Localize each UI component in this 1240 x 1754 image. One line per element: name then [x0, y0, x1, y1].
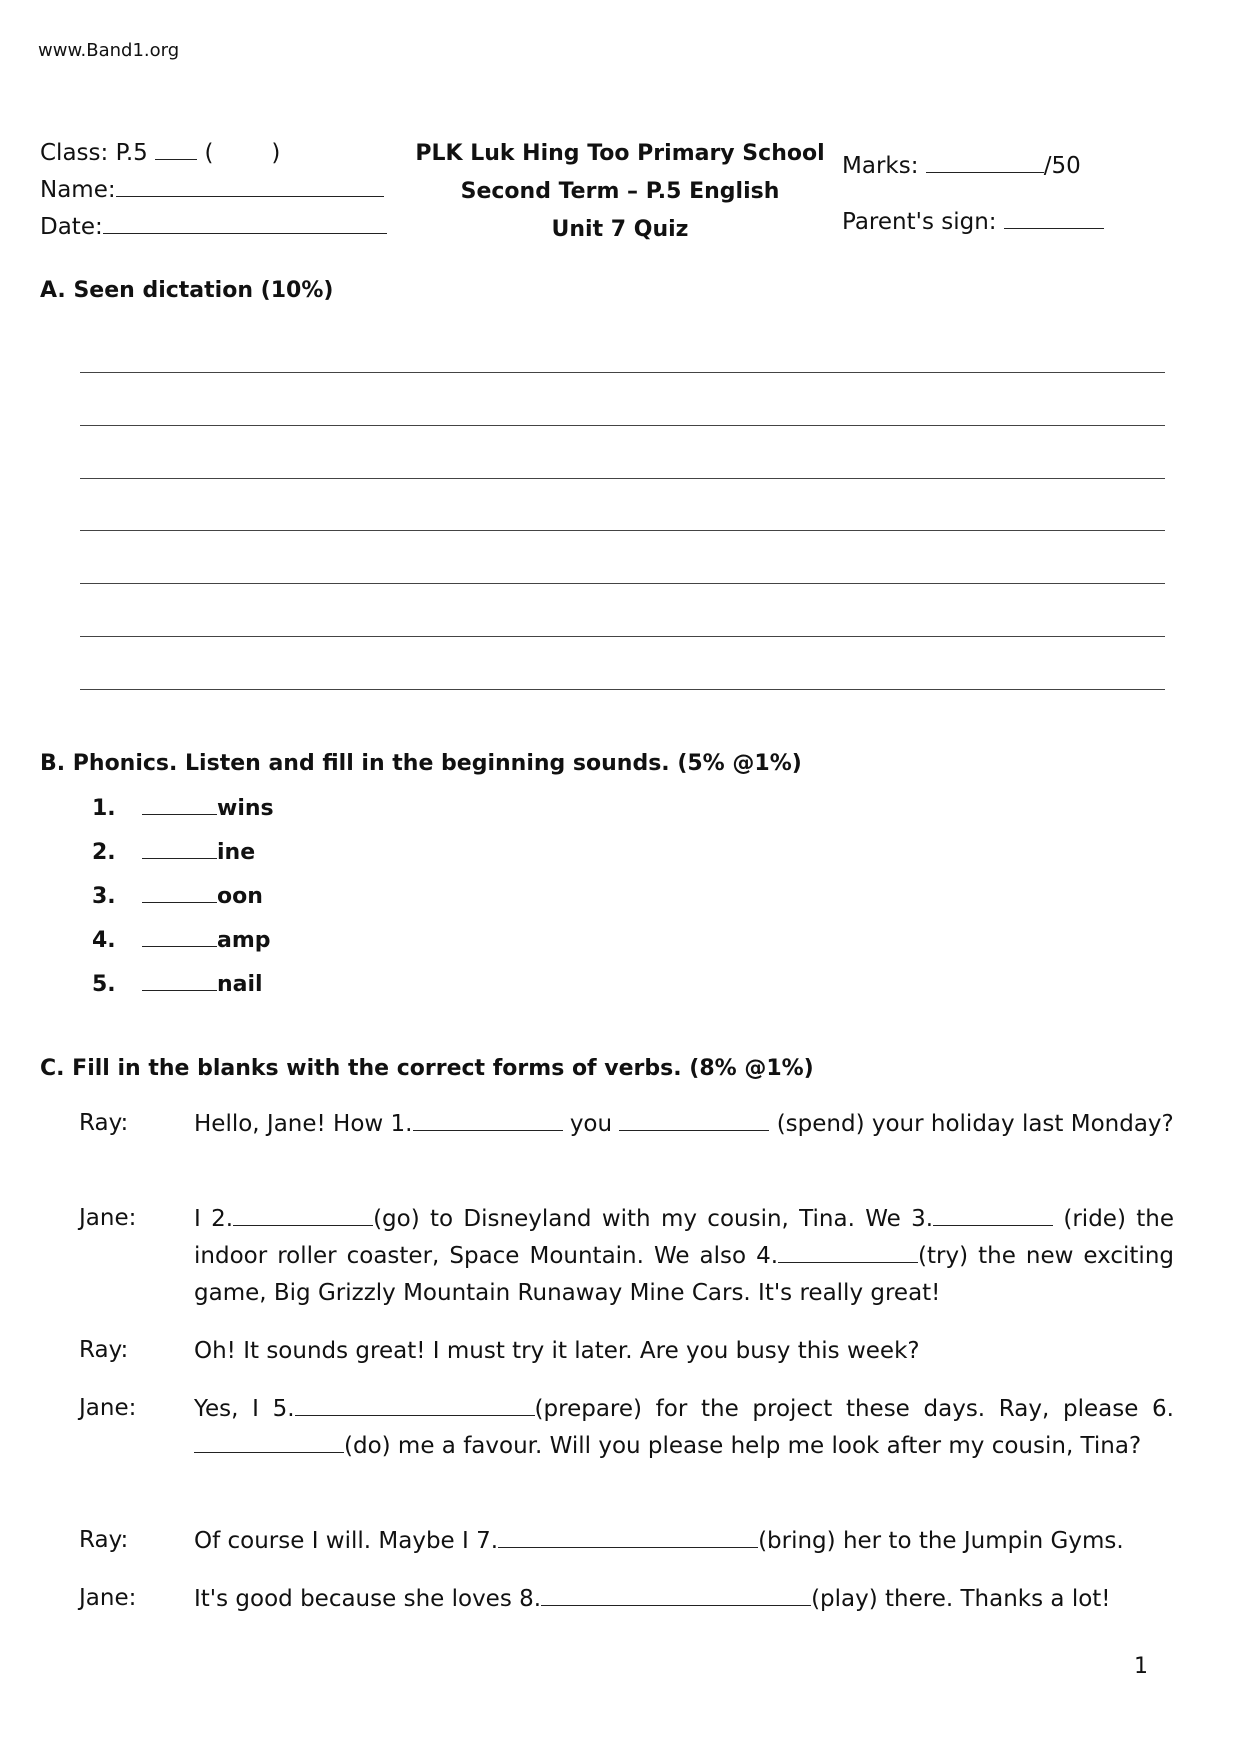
item-number: 5.: [92, 972, 116, 997]
dictation-line[interactable]: [80, 530, 1165, 531]
answer-blank-6[interactable]: [194, 1451, 344, 1453]
dialogue-text: (do) me a favour. Will you please help me look after my cousin, Tina?: [344, 1433, 1142, 1459]
dialogue-text: (bring) her to the Jumpin Gyms.: [758, 1528, 1124, 1554]
speaker: Ray:: [79, 1110, 129, 1136]
answer-blank-1a[interactable]: [413, 1129, 563, 1131]
phonics-blank[interactable]: [142, 857, 217, 859]
quiz-title: Unit 7 Quiz: [551, 217, 689, 242]
dialogue-text: (try) the new exciting game, Big Grizzly Mountain Runaway Mine Cars. It's really great!: [194, 1243, 1175, 1306]
paren-close: ): [271, 140, 281, 166]
phonics-item: [92, 928, 271, 953]
dialogue-text: (spend) your holiday last Monday?: [776, 1111, 1174, 1137]
answer-blank-2[interactable]: [233, 1224, 373, 1226]
phonics-item: [92, 884, 263, 909]
marks-blank[interactable]: [926, 171, 1044, 173]
section-b-title: B. Phonics. Listen and fill in the beginning sounds. (5% @1%): [40, 751, 802, 776]
class-blank[interactable]: [155, 158, 197, 160]
dialogue-text: (go) to Disneyland with my cousin, Tina. We 3.: [373, 1206, 934, 1232]
dictation-line[interactable]: [80, 372, 1165, 373]
speaker: Ray:: [79, 1527, 129, 1553]
section-c-title: C. Fill in the blanks with the correct forms of verbs. (8% @1%): [40, 1056, 814, 1081]
phonics-item: [92, 796, 274, 821]
marks-field: [842, 153, 1081, 179]
phonics-word: wins: [217, 796, 274, 821]
phonics-blank[interactable]: [142, 813, 217, 815]
speaker: Jane:: [79, 1205, 137, 1231]
answer-blank-1b[interactable]: [619, 1129, 769, 1131]
dialogue-text: (play) there. Thanks a lot!: [811, 1586, 1111, 1612]
dictation-line[interactable]: [80, 478, 1165, 479]
phonics-blank[interactable]: [142, 989, 217, 991]
answer-blank-8[interactable]: [541, 1604, 811, 1606]
dialogue-text: Hello, Jane! How 1.: [194, 1111, 413, 1137]
speaker: Ray:: [79, 1337, 129, 1363]
dialogue-text: I 2.: [194, 1206, 234, 1232]
phonics-word: ine: [217, 840, 256, 865]
page-number: 1: [1134, 1654, 1148, 1679]
dialogue-line: [194, 1523, 1174, 1560]
dictation-line[interactable]: [80, 636, 1165, 637]
phonics-word: oon: [217, 884, 263, 909]
class-label: Class: P.5: [40, 140, 148, 166]
item-number: 3.: [92, 884, 116, 909]
dialogue-line: [194, 1106, 1174, 1143]
item-number: 2.: [92, 840, 116, 865]
dictation-line[interactable]: [80, 689, 1165, 690]
parent-sign-label: Parent's sign:: [842, 209, 997, 235]
answer-blank-5[interactable]: [295, 1414, 535, 1416]
name-field: [40, 177, 384, 203]
dialogue-text: (prepare) for the project these days. Ray, please 6.: [534, 1396, 1174, 1422]
phonics-word: amp: [217, 928, 271, 953]
answer-blank-4[interactable]: [778, 1261, 918, 1263]
watermark-url: www.Band1.org: [38, 40, 180, 61]
dictation-line[interactable]: [80, 583, 1165, 584]
item-number: 1.: [92, 796, 116, 821]
phonics-item: [92, 972, 263, 997]
dialogue-text: you: [569, 1111, 613, 1137]
term-title: Second Term – P.5 English: [460, 179, 780, 204]
answer-blank-3[interactable]: [933, 1224, 1053, 1226]
school-name: PLK Luk Hing Too Primary School: [415, 141, 825, 166]
dialogue-line: [194, 1391, 1174, 1465]
dialogue-text: It's good because she loves 8.: [194, 1586, 542, 1612]
marks-total: /50: [1043, 153, 1081, 179]
dialogue-text: Of course I will. Maybe I 7.: [194, 1528, 499, 1554]
date-field: [40, 214, 387, 240]
phonics-blank[interactable]: [142, 945, 217, 947]
dialogue-line: [194, 1581, 1174, 1618]
name-label: Name:: [40, 177, 116, 203]
dialogue-text: Yes, I 5.: [194, 1396, 295, 1422]
parent-sign-blank[interactable]: [1004, 227, 1104, 229]
phonics-blank[interactable]: [142, 901, 217, 903]
class-field: [40, 140, 280, 166]
date-label: Date:: [40, 214, 103, 240]
marks-label: Marks:: [842, 153, 919, 179]
paren-open: (: [204, 140, 214, 166]
phonics-item: [92, 840, 255, 865]
date-blank[interactable]: [103, 232, 387, 234]
phonics-word: nail: [217, 972, 263, 997]
parent-sign-field: [842, 209, 1104, 235]
speaker: Jane:: [79, 1395, 137, 1421]
dialogue-text: (ride) the indoor roller coaster, Space Mountain. We also 4.: [194, 1206, 1174, 1269]
speaker: Jane:: [79, 1585, 137, 1611]
name-blank[interactable]: [116, 195, 384, 197]
dialogue-line: Oh! It sounds great! I must try it later. Are you busy this week?: [194, 1338, 920, 1364]
section-a-title: A. Seen dictation (10%): [40, 278, 334, 303]
dialogue-line: [194, 1201, 1174, 1312]
item-number: 4.: [92, 928, 116, 953]
answer-blank-7[interactable]: [498, 1546, 758, 1548]
dictation-line[interactable]: [80, 425, 1165, 426]
